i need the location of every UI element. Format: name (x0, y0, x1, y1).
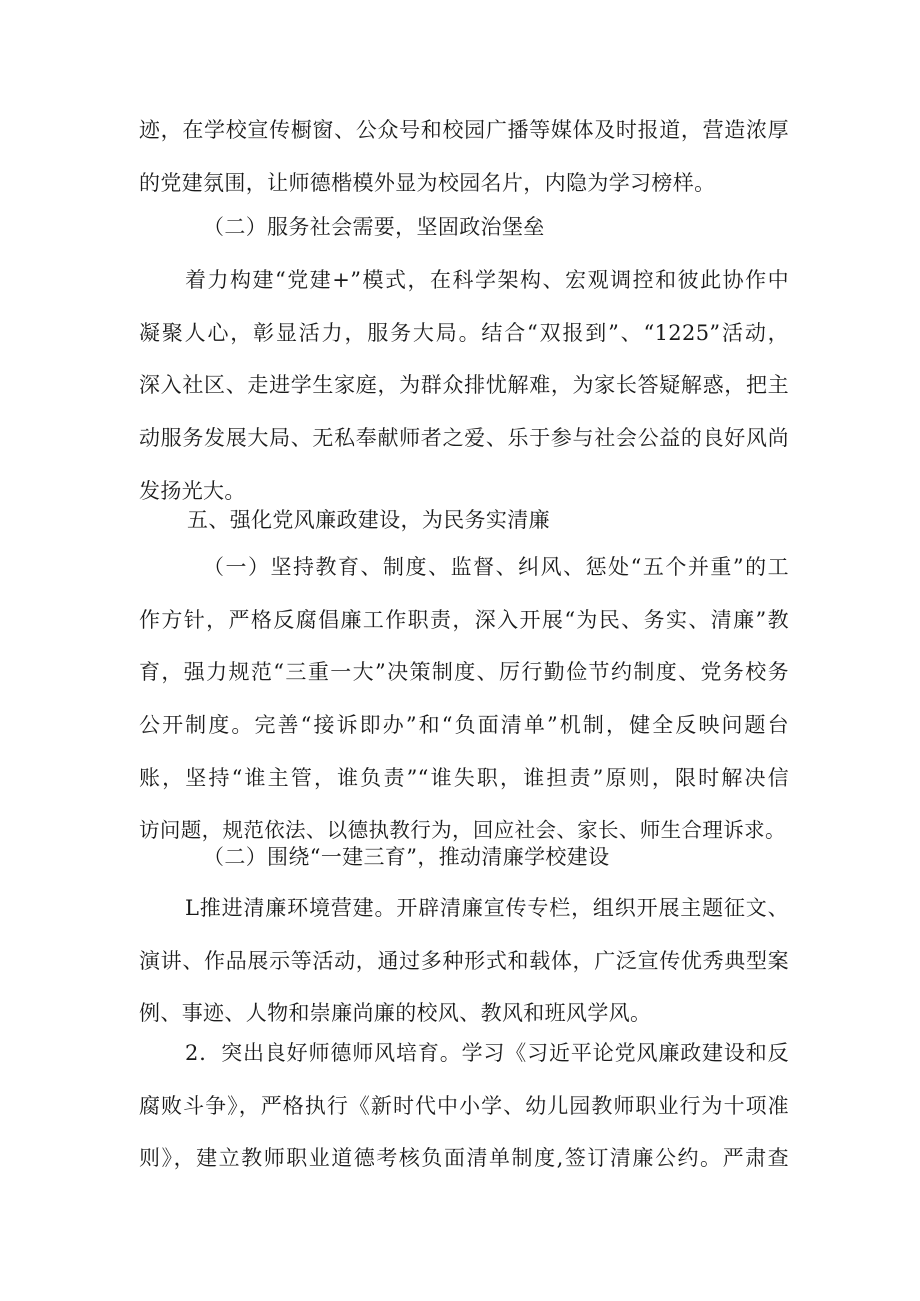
text-line: 深入社区、走进学生家庭，为群众排忧解难，为家长答疑解惑，把主 (139, 373, 789, 398)
text-line: 凝聚人心，彰显活力，服务大局。结合“双报到”、“1225”活动， (139, 320, 789, 345)
text-line: 演讲、作品展示等活动，通过多种形式和载体，广泛宣传优秀典型案 (139, 948, 789, 973)
text-line: 的党建氛围，让师德楷模外显为校园名片，内隐为学习榜样。 (139, 170, 716, 195)
text-line: （一）坚持教育、制度、监督、纠风、惩处“五个并重”的工 (203, 555, 789, 579)
text-line: 作方针，严格反腐倡廉工作职责，深入开展“为民、务实、清廉”教 (139, 607, 789, 632)
text-line: 则》，建立教师职业道德考核负面清单制度,签订清廉公约。严肃查 (139, 1146, 789, 1171)
text-line: 例、事迹、人物和崇廉尚廉的校风、教风和班风学风。 (139, 1001, 652, 1026)
text-line: 育，强力规范“三重一大”决策制度、厉行勤俭节约制度、党务校务 (139, 660, 789, 685)
paragraph-2 (139, 254, 789, 517)
text-line: 账，坚持“谁主管，谁负责”“谁失职，谁担责”原则，限时解决信 (139, 765, 789, 790)
text-line: 着力构建“党建+”模式，在科学架构、宏观调控和彼此协作中 (185, 268, 789, 292)
text-line: 五、强化党风廉政建设，为民务实清廉 (187, 508, 550, 532)
text-line: （二）服务社会需要，坚固政治堡垒 (203, 215, 545, 239)
paragraph-4 (139, 882, 789, 1040)
section-heading-five (187, 494, 747, 547)
section-heading-service (203, 201, 763, 254)
paragraph-5 (139, 1027, 789, 1185)
text-line: 发扬光大。 (139, 478, 246, 503)
text-line: 迹，在学校宣传橱窗、公众号和校园广播等媒体及时报道，营造浓厚 (139, 118, 789, 142)
section-heading-clean-school (203, 831, 763, 884)
paragraph-1 (139, 104, 789, 209)
text-line: 公开制度。完善“接诉即办”和“负面清单”机制，健全反映问题台 (139, 713, 789, 738)
text-line: 动服务发展大局、无私奉献师者之爱、乐于参与社会公益的良好风尚 (139, 426, 789, 451)
paragraph-3 (139, 541, 789, 857)
text-line: 访问题，规范依法、以德执教行为，回应社会、家长、师生合理诉求。 (139, 818, 786, 843)
text-line: 腐败斗争》，严格执行《新时代中小学、幼儿园教师职业行为十项准 (139, 1093, 789, 1118)
text-line: （二）围绕“一建三育”，推动清廉学校建设 (203, 845, 610, 869)
text-line: L推进清廉环境营建。开辟清廉宣传专栏，组织开展主题征文、 (185, 896, 789, 920)
text-line: 2．突出良好师德师风培育。学习《习近平论党风廉政建设和反 (185, 1041, 789, 1065)
